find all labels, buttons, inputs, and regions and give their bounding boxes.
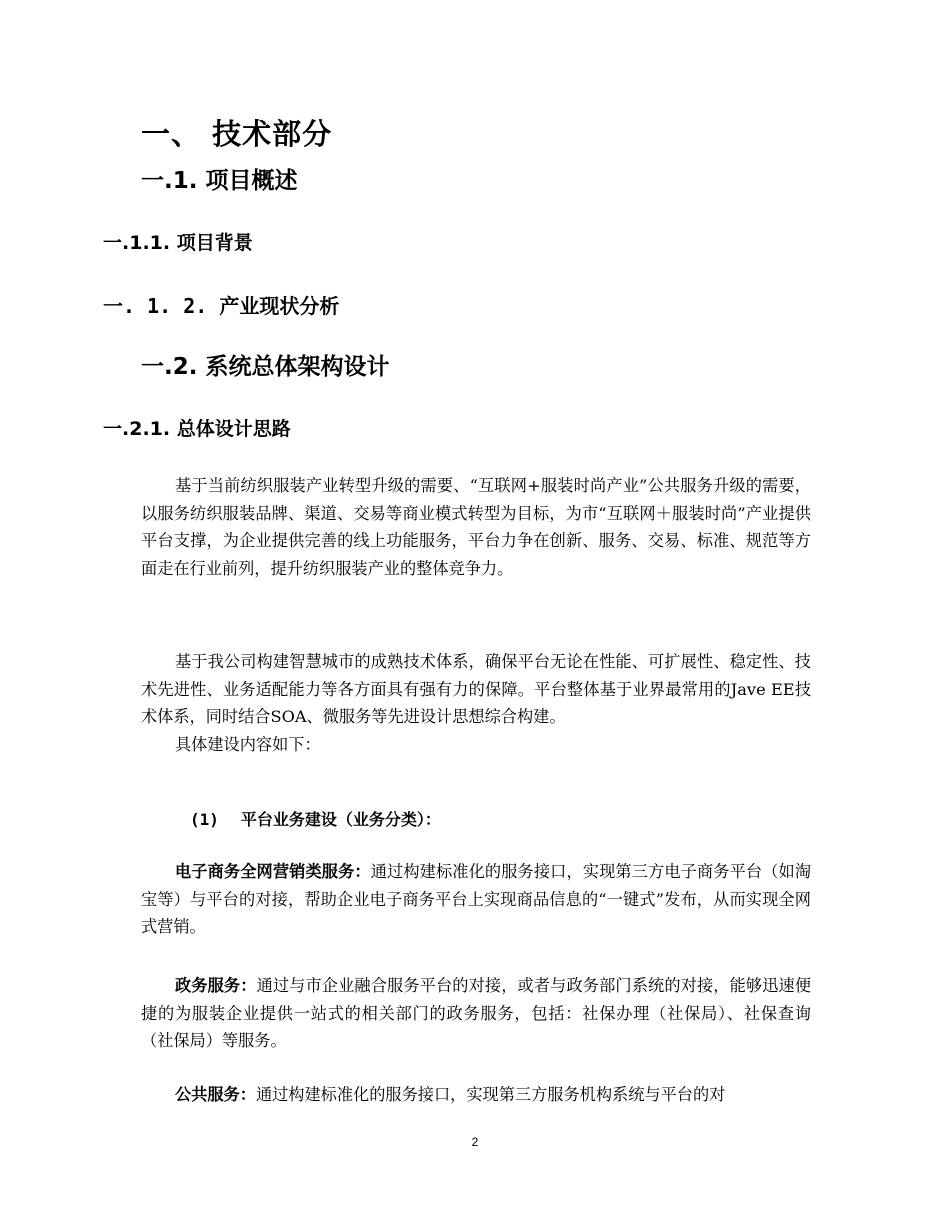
paragraph-background: 基于当前纺织服装产业转型升级的需要、“互联网+服装时尚产业”公共服务升级的需要，以服务纺织服装品牌、渠道、交易等商业模式转型为目标，为市“互联网＋服装时尚”产业提供平台支撑，为企业提供完善的线上功能服务，平台力争在创新、服务、交易、标准、规范等方面走在行业前列，提升纺织服装产业的整体竞争力。 — [141, 476, 811, 578]
sub-item-heading — [190, 807, 441, 830]
subsubsection-title-design: 一.2.1. 总体设计思路 — [103, 418, 291, 440]
public-text: 通过构建标准化的服务接口，实现第三方服务机构系统与平台的对 — [255, 1085, 726, 1104]
subsubsection-title-industry: 一. 1. 2. 产业现状分析 — [103, 294, 340, 318]
sub-item-label: 平台业务建设（业务分类）： — [240, 810, 441, 829]
subsubsection-title-background: 一.1.1. 项目背景 — [103, 232, 253, 254]
subsection-title-architecture: 一.2. 系统总体架构设计 — [141, 354, 390, 380]
sub-item-number: (1) — [190, 810, 219, 829]
government-text: 通过与市企业融合服务平台的对接，或者与政务部门系统的对接，能够迅速便捷的为服装企业提供一站式的相关部门的政务服务，包括：社保办理（社保局）、社保查询（社保局）等服务。 — [141, 976, 812, 1050]
paragraph-intro: 具体建设内容如下： — [175, 735, 321, 754]
paragraph-government — [141, 972, 811, 1055]
subsection-title-overview: 一.1. 项目概述 — [141, 168, 298, 194]
public-lead: 公共服务： — [175, 1085, 256, 1104]
section-title: 一、 技术部分 — [141, 117, 333, 151]
paragraph-public — [141, 1081, 811, 1109]
ecommerce-lead: 电子商务全网营销类服务： — [175, 862, 371, 881]
government-lead: 政务服务： — [175, 976, 257, 995]
page-number: 2 — [471, 1135, 479, 1149]
ecommerce-text: 通过构建标准化的服务接口，实现第三方电子商务平台（如淘宝等）与平台的对接，帮助企业电子商务平台上实现商品信息的“一键式”发布，从而实现全网式营销。 — [141, 862, 812, 936]
paragraph-technology: 基于我公司构建智慧城市的成熟技术体系，确保平台无论在性能、可扩展性、稳定性、技术先进性、业务适配能力等各方面具有强有力的保障。平台整体基于业界最常用的Jave EE技术体系，同时结合SOA、微服务等先进设计思想综合构建。 — [141, 652, 811, 726]
paragraph-ecommerce — [141, 858, 811, 941]
